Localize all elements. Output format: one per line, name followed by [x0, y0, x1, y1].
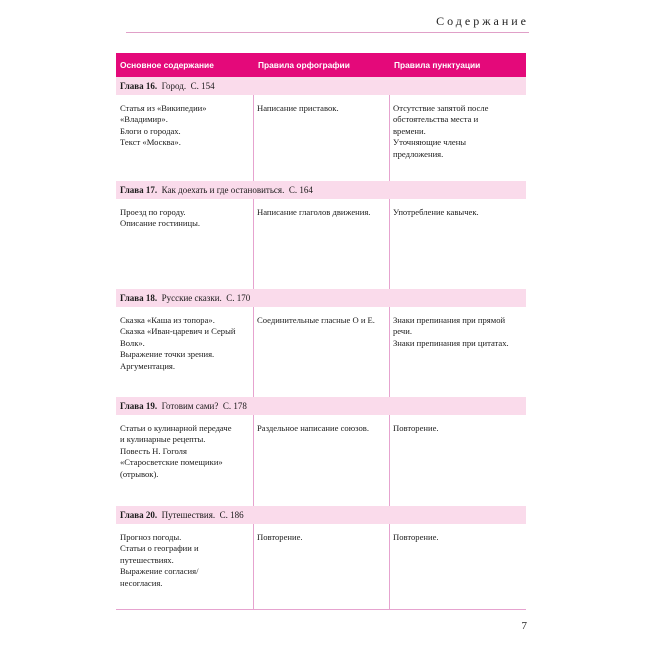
chapter-number: Глава 16.	[120, 81, 158, 91]
page-number: 7	[521, 620, 527, 632]
chapter-spelling: Соединительные гласные О и Е.	[257, 315, 375, 325]
chapter-number: Глава 20.	[120, 510, 158, 520]
header-spelling-rules: Правила орфографии	[258, 60, 350, 70]
contents-table	[116, 53, 526, 610]
chapter-page: С. 178	[222, 401, 247, 411]
chapter-spelling: Написание приставок.	[257, 103, 339, 113]
chapter-title: Как доехать и где остановиться.	[161, 185, 285, 195]
header-punctuation-rules: Правила пунктуации	[394, 60, 481, 70]
chapter-title: Путешествия.	[161, 510, 216, 520]
chapter-heading	[116, 506, 526, 524]
chapter-page: С. 164	[288, 185, 313, 195]
chapter-spelling: Написание глаголов движения.	[257, 207, 371, 217]
chapter-punctuation: Отсутствие запятой после обстоятельства места и времени. Уточняющие члены предложения.	[393, 103, 489, 159]
chapter-heading	[116, 181, 526, 199]
chapter-row	[116, 289, 526, 400]
chapter-title: Город.	[161, 81, 187, 91]
chapter-row	[116, 181, 526, 292]
chapter-row	[116, 77, 526, 188]
chapter-page: С. 170	[226, 293, 251, 303]
chapter-page: С. 186	[219, 510, 244, 520]
chapter-number: Глава 19.	[120, 401, 158, 411]
chapter-heading	[116, 397, 526, 415]
chapter-content: Сказка «Каша из топора». Сказка «Иван-царевич и Серый Волк». Выражение точки зрения. Аргументация.	[120, 315, 236, 371]
chapter-content: Прогноз погоды. Статьи о географии и путешествиях. Выражение согласия/ несогласия.	[120, 532, 199, 588]
chapter-number: Глава 18.	[120, 293, 158, 303]
chapter-content: Проезд по городу. Описание гостиницы.	[120, 207, 201, 229]
chapter-content: Статья из «Википедии» «Владимир». Блоги о городах. Текст «Москва».	[120, 103, 207, 148]
chapter-number: Глава 17.	[120, 185, 158, 195]
chapter-title: Русские сказки.	[161, 293, 222, 303]
chapter-heading	[116, 77, 526, 95]
chapter-row	[116, 397, 526, 508]
chapter-page: С. 154	[190, 81, 215, 91]
chapter-punctuation: Повторение.	[393, 423, 439, 433]
chapter-spelling: Повторение.	[257, 532, 303, 542]
running-head: Содержание	[436, 14, 529, 28]
chapter-punctuation: Знаки препинания при прямой речи. Знаки препинания при цитатах.	[393, 315, 509, 348]
chapter-row	[116, 506, 526, 617]
bottom-rule	[116, 609, 526, 610]
table-header	[116, 53, 526, 77]
header-main-content: Основное содержание	[120, 60, 214, 70]
header-rule	[126, 32, 529, 33]
chapter-spelling: Раздельное написание союзов.	[257, 423, 369, 433]
chapter-punctuation: Повторение.	[393, 532, 439, 542]
chapter-title: Готовим сами?	[161, 401, 219, 411]
chapter-punctuation: Употребление кавычек.	[393, 207, 479, 217]
chapter-heading	[116, 289, 526, 307]
chapter-content: Статьи о кулинарной передаче и кулинарные рецепты. Повесть Н. Гоголя «Старосветские помещики» (отрывок).	[120, 423, 232, 479]
